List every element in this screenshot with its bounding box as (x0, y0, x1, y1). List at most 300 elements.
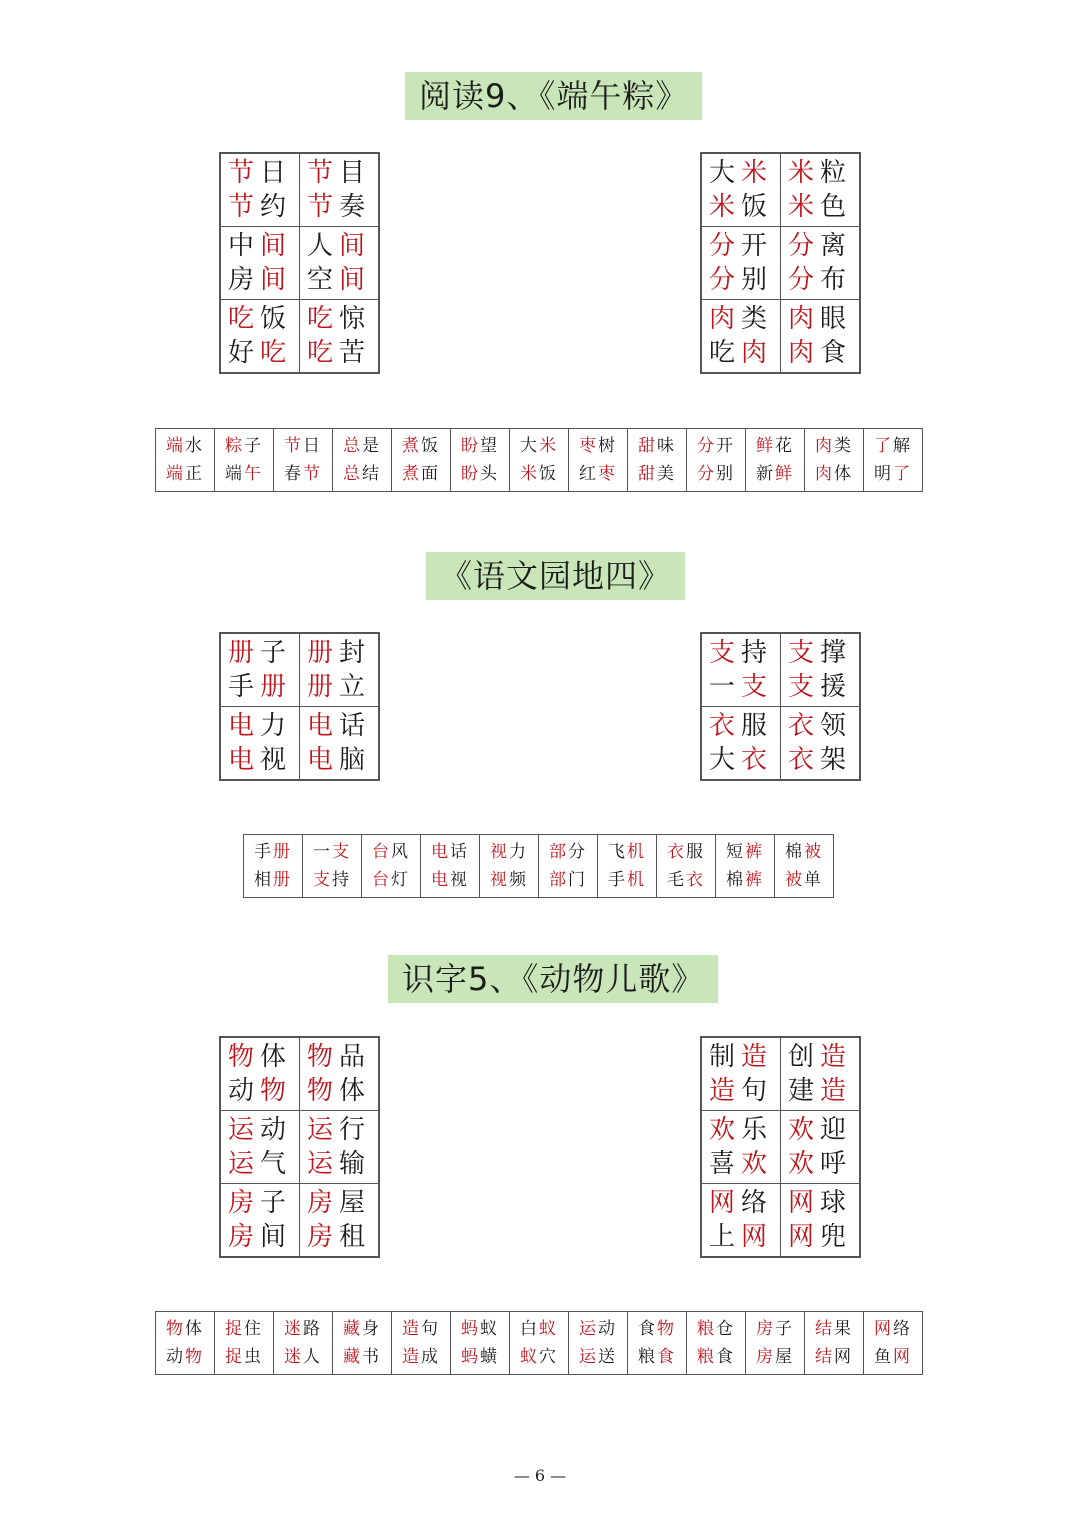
target-char: 盼 (461, 436, 480, 456)
word (702, 1220, 780, 1254)
target-char: 米 (787, 192, 820, 222)
word (303, 866, 361, 894)
strip-cell (569, 1312, 628, 1375)
word (702, 336, 780, 370)
word (781, 263, 859, 297)
char: 果 (834, 1319, 853, 1339)
strip-cell (657, 835, 716, 898)
grid-row (701, 1037, 860, 1111)
char: 短 (726, 842, 745, 862)
strip-cell (362, 835, 421, 898)
char: 眼 (820, 304, 853, 334)
char: 结 (362, 464, 381, 484)
char: 兜 (820, 1222, 853, 1252)
grid-cell (220, 1111, 300, 1184)
word (746, 1315, 804, 1343)
char: 身 (362, 1319, 381, 1339)
target-char: 衣 (686, 870, 705, 890)
word (221, 263, 299, 297)
word (716, 838, 774, 866)
target-char: 网 (893, 1347, 912, 1367)
target-char: 米 (787, 158, 820, 188)
target-char: 网 (787, 1222, 820, 1252)
char: 中 (227, 231, 260, 261)
target-char: 结 (815, 1347, 834, 1367)
word (569, 1343, 627, 1371)
grid-row (220, 153, 379, 227)
strip-cell (274, 1312, 333, 1375)
grid-cell (701, 1037, 781, 1111)
target-char: 藏 (343, 1347, 362, 1367)
word (221, 190, 299, 224)
char: 品 (339, 1042, 372, 1072)
word (702, 743, 780, 777)
grid-cell (220, 300, 300, 374)
word (687, 1315, 745, 1343)
word (362, 838, 420, 866)
char: 风 (391, 842, 410, 862)
grid-cell (781, 1184, 861, 1258)
target-char: 造 (402, 1319, 421, 1339)
target-char: 吃 (227, 304, 260, 334)
strip-cell (805, 1312, 864, 1375)
word (702, 229, 780, 263)
word-grid (219, 1036, 380, 1258)
strip-cell (333, 429, 392, 492)
strip-cell (303, 835, 362, 898)
grid-cell (220, 633, 300, 707)
grid-cell (300, 707, 380, 781)
word (781, 229, 859, 263)
word (221, 302, 299, 336)
target-char: 节 (284, 436, 303, 456)
strip-cell (215, 429, 274, 492)
char: 封 (339, 638, 372, 668)
word (156, 460, 214, 488)
target-char: 支 (787, 672, 820, 702)
char: 持 (332, 870, 351, 890)
word (569, 460, 627, 488)
char: 类 (834, 436, 853, 456)
grid-cell (300, 633, 380, 707)
word (362, 866, 420, 894)
target-char: 分 (787, 265, 820, 295)
target-char: 衣 (787, 745, 820, 775)
word (510, 432, 568, 460)
char: 援 (820, 672, 853, 702)
target-char: 支 (332, 842, 351, 862)
strip-cell (539, 835, 598, 898)
target-char: 蚁 (539, 1319, 558, 1339)
target-char: 欢 (787, 1149, 820, 1179)
target-char: 节 (227, 192, 260, 222)
target-char: 台 (372, 870, 391, 890)
target-char: 欢 (787, 1115, 820, 1145)
grid-cell (781, 153, 861, 227)
grid-row (220, 227, 379, 300)
word (628, 460, 686, 488)
char: 服 (741, 711, 774, 741)
char: 络 (741, 1188, 774, 1218)
word-grid (700, 152, 861, 374)
strip-cell (746, 1312, 805, 1375)
char: 约 (260, 192, 293, 222)
word (221, 1113, 299, 1147)
target-char: 吃 (306, 304, 339, 334)
target-char: 物 (260, 1076, 293, 1106)
target-char: 间 (339, 265, 372, 295)
char: 新 (756, 464, 775, 484)
target-char: 总 (343, 464, 362, 484)
target-char: 电 (431, 870, 450, 890)
target-char: 运 (306, 1149, 339, 1179)
target-char: 运 (227, 1115, 260, 1145)
char: 饭 (539, 464, 558, 484)
char: 句 (741, 1076, 774, 1106)
char: 别 (741, 265, 774, 295)
target-char: 裤 (745, 870, 764, 890)
char: 服 (686, 842, 705, 862)
strip-cell (156, 1312, 215, 1375)
target-char: 册 (306, 672, 339, 702)
char: 食 (716, 1347, 735, 1367)
target-char: 房 (227, 1188, 260, 1218)
grid-cell (300, 1037, 380, 1111)
target-char: 物 (185, 1347, 204, 1367)
char: 红 (579, 464, 598, 484)
grid-cell (220, 227, 300, 300)
char: 网 (834, 1347, 853, 1367)
char: 迎 (820, 1115, 853, 1145)
target-char: 物 (657, 1319, 676, 1339)
target-char: 蚁 (520, 1347, 539, 1367)
target-char: 食 (657, 1347, 676, 1367)
strip-cell (333, 1312, 392, 1375)
char: 空 (306, 265, 339, 295)
target-char: 枣 (579, 436, 598, 456)
target-char: 节 (306, 158, 339, 188)
target-char: 衣 (708, 711, 741, 741)
char: 望 (480, 436, 499, 456)
target-char: 房 (756, 1319, 775, 1339)
char: 人 (306, 231, 339, 261)
char: 饭 (741, 192, 774, 222)
target-char: 支 (787, 638, 820, 668)
target-char: 捉 (225, 1319, 244, 1339)
word (781, 1220, 859, 1254)
word (746, 432, 804, 460)
word (539, 866, 597, 894)
target-char: 节 (303, 464, 322, 484)
strip-cell (244, 835, 303, 898)
word (746, 1343, 804, 1371)
strip-cell (421, 835, 480, 898)
char: 制 (708, 1042, 741, 1072)
char: 穴 (539, 1347, 558, 1367)
word (221, 636, 299, 670)
target-char: 米 (539, 436, 558, 456)
target-char: 间 (260, 265, 293, 295)
word (392, 432, 450, 460)
word (333, 1315, 391, 1343)
char: 食 (820, 338, 853, 368)
char: 日 (260, 158, 293, 188)
word (805, 432, 863, 460)
grid-cell (220, 1184, 300, 1258)
grid-row (220, 300, 379, 374)
char: 正 (185, 464, 204, 484)
strip-cell (805, 429, 864, 492)
char: 食 (638, 1319, 657, 1339)
word (215, 460, 273, 488)
target-char: 物 (306, 1042, 339, 1072)
word (702, 1113, 780, 1147)
target-char: 网 (787, 1188, 820, 1218)
word (864, 1315, 922, 1343)
word (702, 1147, 780, 1181)
word (781, 636, 859, 670)
word (300, 1113, 378, 1147)
strip-cell (569, 429, 628, 492)
char: 书 (362, 1347, 381, 1367)
word (781, 336, 859, 370)
word (510, 460, 568, 488)
char: 频 (509, 870, 528, 890)
strip-cell (215, 1312, 274, 1375)
word (300, 156, 378, 190)
char: 句 (421, 1319, 440, 1339)
strip-cell (451, 1312, 510, 1375)
word (274, 460, 332, 488)
word (480, 866, 538, 894)
char: 别 (716, 464, 735, 484)
char: 粒 (820, 158, 853, 188)
target-char: 捉 (225, 1347, 244, 1367)
char: 屋 (339, 1188, 372, 1218)
target-char: 造 (402, 1347, 421, 1367)
word (300, 1147, 378, 1181)
char: 球 (820, 1188, 853, 1218)
word-strip (243, 834, 834, 898)
target-char: 运 (227, 1149, 260, 1179)
strip-cell (775, 835, 834, 898)
target-char: 机 (627, 842, 646, 862)
char: 体 (185, 1319, 204, 1339)
word (805, 460, 863, 488)
target-char: 被 (804, 842, 823, 862)
word (480, 838, 538, 866)
char: 面 (421, 464, 440, 484)
word (333, 1343, 391, 1371)
target-char: 衣 (741, 745, 774, 775)
word (451, 1343, 509, 1371)
word (702, 1186, 780, 1220)
target-char: 分 (708, 231, 741, 261)
char: 力 (260, 711, 293, 741)
grid-cell (701, 707, 781, 781)
word-grid (700, 632, 861, 781)
char: 行 (339, 1115, 372, 1145)
char: 路 (303, 1319, 322, 1339)
target-char: 支 (741, 672, 774, 702)
grid-cell (300, 1111, 380, 1184)
word (864, 1343, 922, 1371)
word (702, 670, 780, 704)
strip-cell (628, 1312, 687, 1375)
char: 棉 (726, 870, 745, 890)
target-char: 机 (627, 870, 646, 890)
target-char: 运 (579, 1347, 598, 1367)
grid-row (701, 300, 860, 374)
word (221, 670, 299, 704)
target-char: 运 (306, 1115, 339, 1145)
target-char: 裤 (745, 842, 764, 862)
word (274, 432, 332, 460)
grid-cell (781, 1037, 861, 1111)
char: 美 (657, 464, 676, 484)
strip-cell (392, 429, 451, 492)
word (781, 1113, 859, 1147)
target-char: 造 (820, 1042, 853, 1072)
char: 话 (450, 842, 469, 862)
target-char: 册 (227, 638, 260, 668)
word (775, 838, 833, 866)
char: 是 (362, 436, 381, 456)
word (702, 1074, 780, 1108)
strip-cell (480, 835, 539, 898)
char: 开 (716, 436, 735, 456)
word (274, 1343, 332, 1371)
word (221, 1040, 299, 1074)
target-char: 迷 (284, 1347, 303, 1367)
word (687, 460, 745, 488)
grid-row (220, 1111, 379, 1184)
word (392, 1315, 450, 1343)
word-strip (155, 428, 923, 492)
grid-cell (300, 1184, 380, 1258)
char: 送 (598, 1347, 617, 1367)
target-char: 端 (166, 464, 185, 484)
char: 明 (874, 464, 893, 484)
char: 视 (450, 870, 469, 890)
word (300, 709, 378, 743)
target-char: 鲜 (775, 464, 794, 484)
grid-row (701, 153, 860, 227)
char: 子 (775, 1319, 794, 1339)
target-char: 节 (227, 158, 260, 188)
word (221, 1074, 299, 1108)
word (274, 1315, 332, 1343)
char: 住 (244, 1319, 263, 1339)
char: 动 (598, 1319, 617, 1339)
word-grid (219, 152, 380, 374)
target-char: 肉 (815, 436, 834, 456)
grid-cell (220, 153, 300, 227)
word (421, 866, 479, 894)
word (775, 866, 833, 894)
char: 日 (303, 436, 322, 456)
word (702, 1040, 780, 1074)
grid-row (701, 633, 860, 707)
word (221, 336, 299, 370)
word (716, 866, 774, 894)
char: 撑 (820, 638, 853, 668)
word (781, 190, 859, 224)
target-char: 衣 (667, 842, 686, 862)
word (702, 709, 780, 743)
target-char: 衣 (787, 711, 820, 741)
grid-row (220, 633, 379, 707)
char: 间 (260, 1222, 293, 1252)
char: 持 (741, 638, 774, 668)
word (702, 190, 780, 224)
char: 力 (509, 842, 528, 862)
char: 吃 (708, 338, 741, 368)
grid-cell (781, 1111, 861, 1184)
target-char: 房 (756, 1347, 775, 1367)
target-char: 肉 (787, 304, 820, 334)
char: 大 (520, 436, 539, 456)
word (510, 1315, 568, 1343)
grid-cell (781, 227, 861, 300)
char: 手 (254, 842, 273, 862)
word (657, 866, 715, 894)
target-char: 册 (260, 672, 293, 702)
char: 目 (339, 158, 372, 188)
target-char: 网 (874, 1319, 893, 1339)
char: 视 (260, 745, 293, 775)
char: 好 (227, 338, 260, 368)
grid-cell (781, 633, 861, 707)
target-char: 米 (708, 192, 741, 222)
grid-row (701, 707, 860, 781)
grid-cell (701, 1111, 781, 1184)
word (781, 1074, 859, 1108)
word (702, 302, 780, 336)
strip-cell (598, 835, 657, 898)
word (657, 838, 715, 866)
target-char: 物 (227, 1042, 260, 1072)
word (421, 838, 479, 866)
strip-cell (510, 1312, 569, 1375)
char: 奏 (339, 192, 372, 222)
target-char: 欢 (708, 1115, 741, 1145)
target-char: 物 (306, 1076, 339, 1106)
char: 蟥 (480, 1347, 499, 1367)
word (864, 460, 922, 488)
word (687, 1343, 745, 1371)
char: 立 (339, 672, 372, 702)
target-char: 电 (306, 711, 339, 741)
char: 色 (820, 192, 853, 222)
grid-cell (300, 153, 380, 227)
target-char: 台 (372, 842, 391, 862)
strip-cell (746, 429, 805, 492)
word (805, 1315, 863, 1343)
strip-cell (864, 1312, 923, 1375)
word (300, 190, 378, 224)
word (215, 1315, 273, 1343)
char: 单 (804, 870, 823, 890)
char: 棉 (785, 842, 804, 862)
word (451, 460, 509, 488)
section-title-2: 《语文园地四》 (426, 552, 685, 600)
grid-cell (701, 1184, 781, 1258)
char: 脑 (339, 745, 372, 775)
char: 话 (339, 711, 372, 741)
word (864, 432, 922, 460)
target-char: 枣 (598, 464, 617, 484)
